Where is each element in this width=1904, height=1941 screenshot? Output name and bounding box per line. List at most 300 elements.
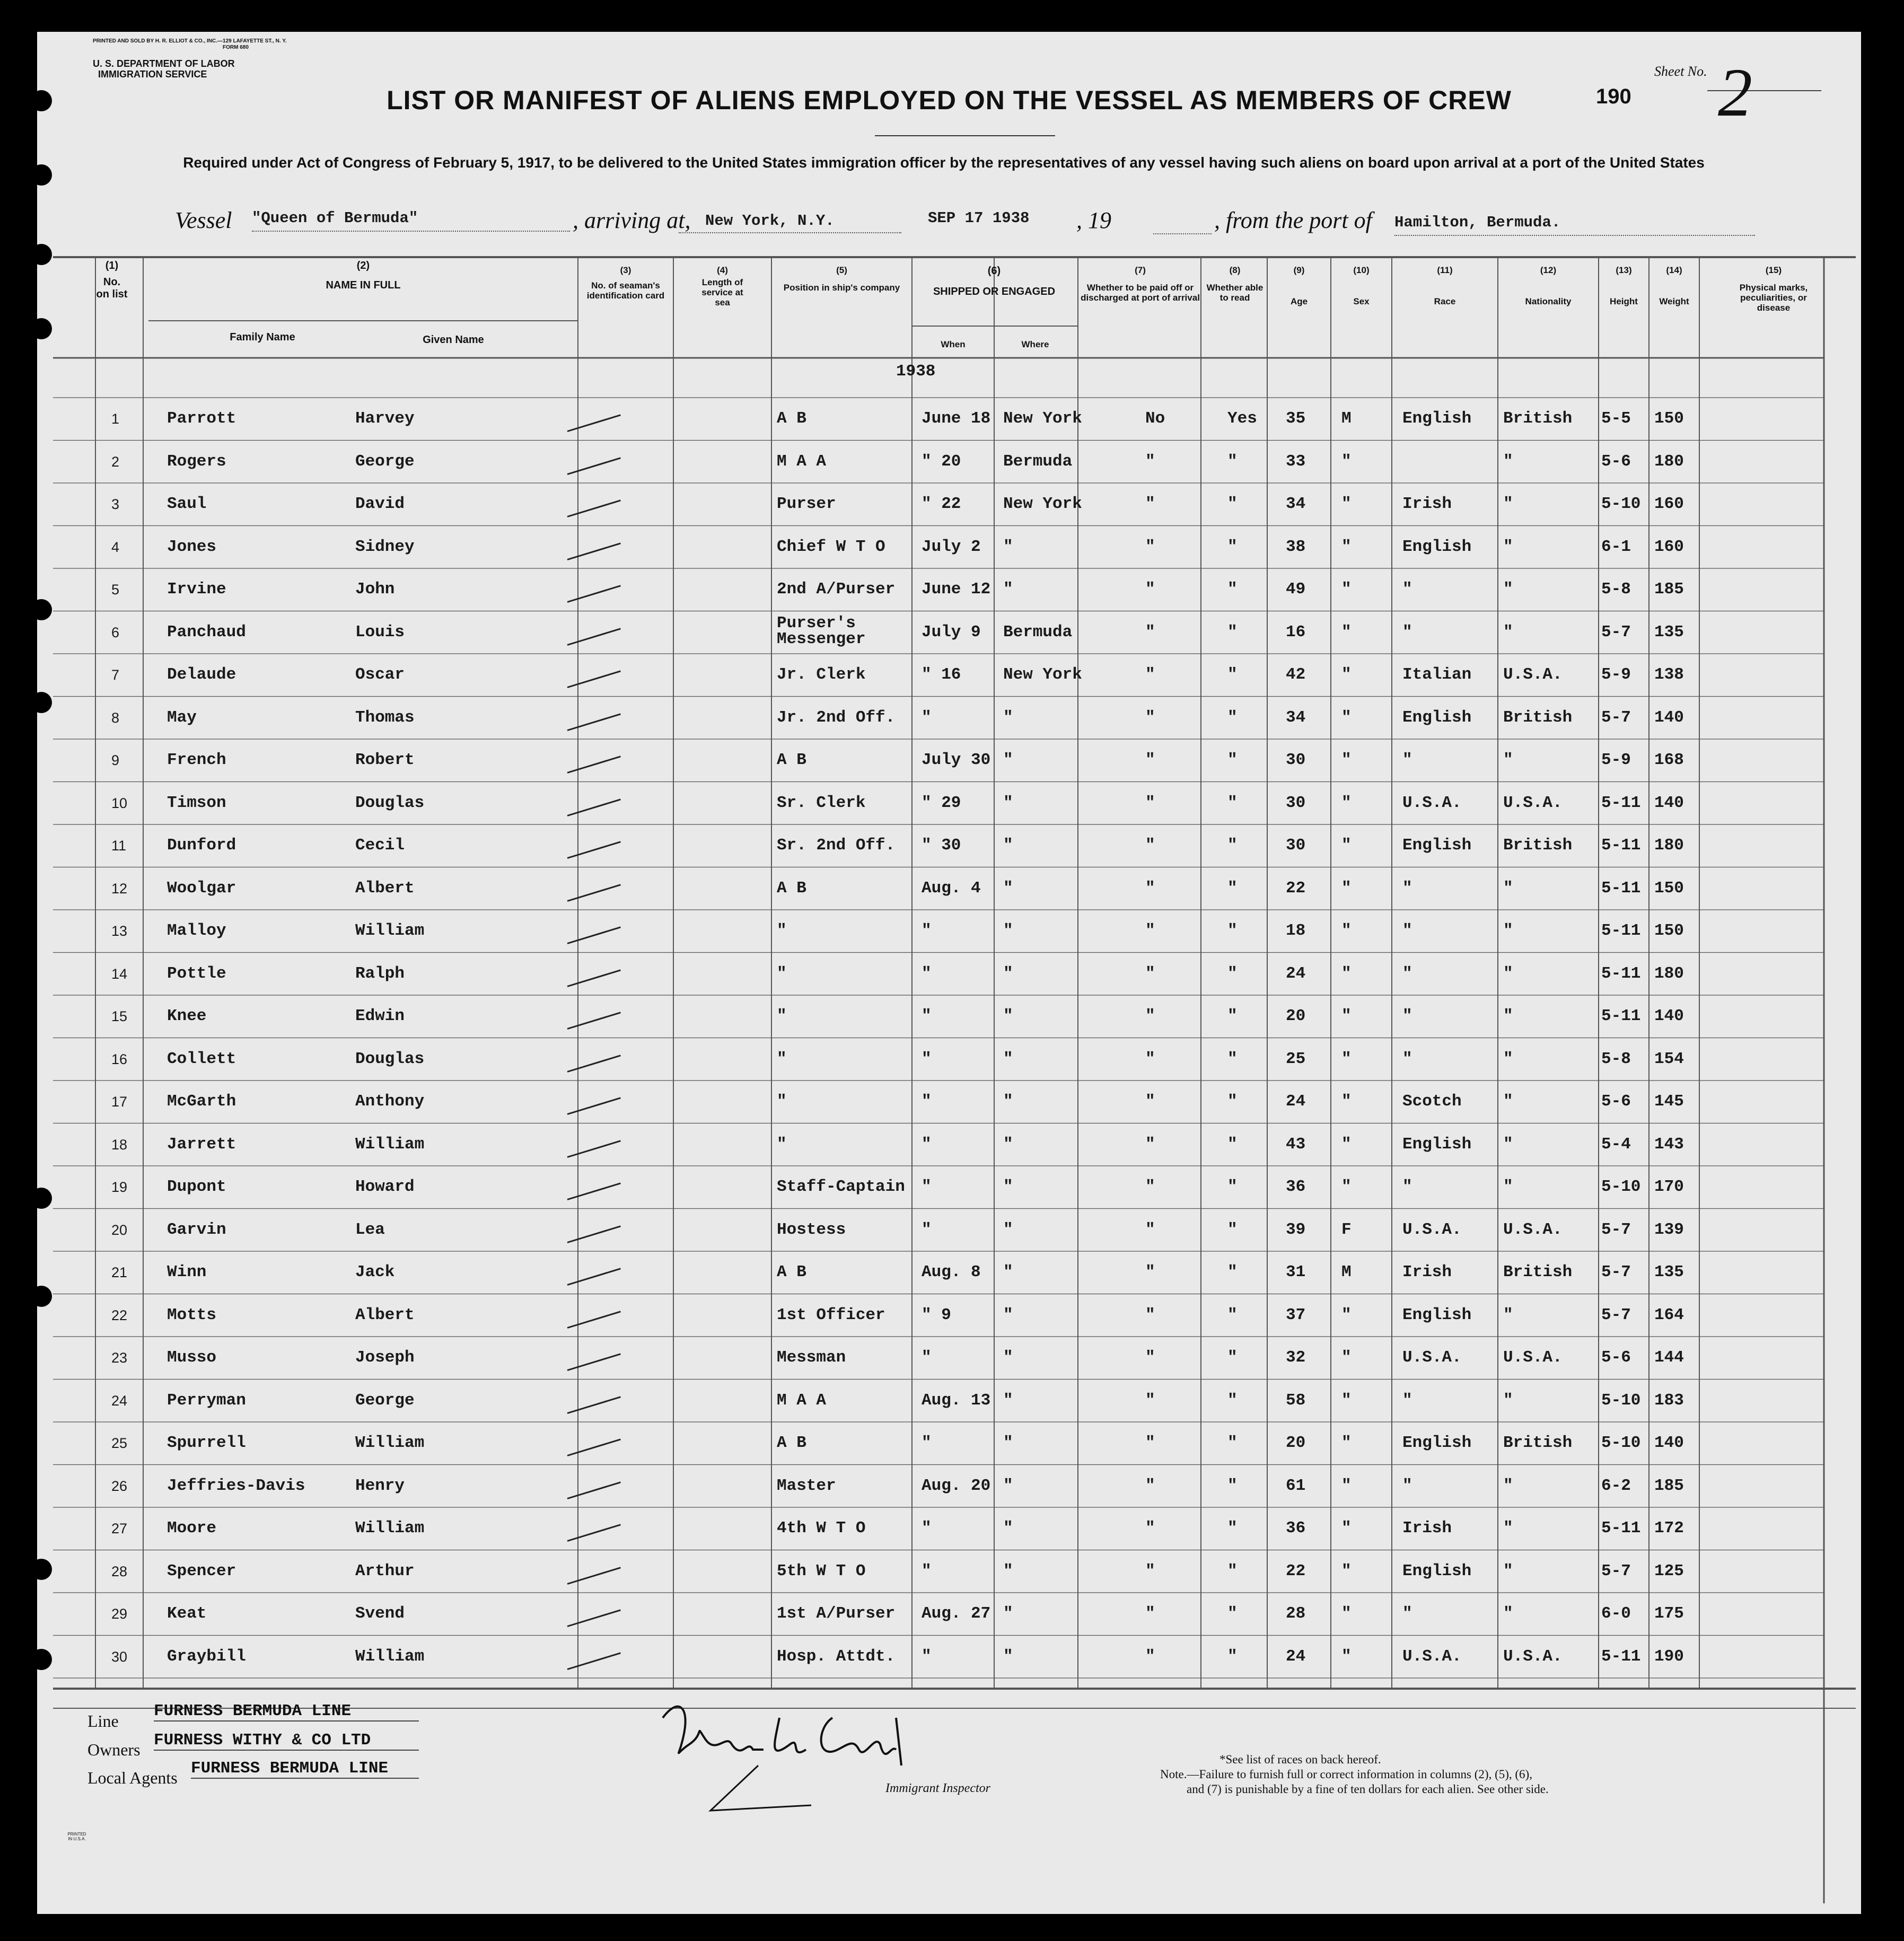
- col-nationality-header: (12) Nationality: [1525, 265, 1572, 306]
- row-number-cell: 6: [111, 624, 120, 640]
- binder-hole: [31, 244, 52, 265]
- paid-off-status-cell: ": [1145, 836, 1155, 855]
- printed-mark: PRINTED IN U.S.A.: [67, 1832, 86, 1841]
- shipped-where-cell: ": [1003, 1348, 1013, 1367]
- shipped-when-cell: ": [922, 1092, 932, 1111]
- races-note: *See list of races on back hereof.: [1219, 1753, 1381, 1766]
- height-cell: 5-10: [1601, 1434, 1641, 1452]
- age-cell: 22: [1286, 879, 1306, 898]
- given-name-cell: William: [355, 921, 425, 940]
- family-name-cell: May: [167, 708, 197, 727]
- age-cell: 33: [1286, 452, 1306, 471]
- family-name-cell: French: [167, 751, 226, 769]
- weight-cell: 135: [1654, 622, 1684, 642]
- height-cell: 5-6: [1601, 1092, 1631, 1111]
- height-cell: 5-10: [1601, 495, 1641, 513]
- sex-cell: ": [1341, 665, 1352, 684]
- paid-off-status-cell: ": [1145, 622, 1155, 642]
- race-cell: English: [1402, 1135, 1472, 1154]
- able-to-read-cell: Yes: [1227, 409, 1257, 428]
- department-label: U. S. DEPARTMENT OF LABOR IMMIGRATION SERVICE: [93, 58, 235, 80]
- able-to-read-cell: ": [1227, 1391, 1238, 1410]
- able-to-read-cell: ": [1227, 708, 1238, 727]
- binder-hole: [31, 1649, 52, 1670]
- row-number-cell: 9: [111, 752, 120, 768]
- age-cell: 25: [1286, 1049, 1306, 1068]
- position-cell: ": [777, 1135, 787, 1154]
- sex-cell: ": [1341, 836, 1352, 855]
- shipped-when-cell: Aug. 13: [922, 1391, 991, 1410]
- height-cell: 5-8: [1601, 1049, 1631, 1068]
- family-name-cell: Keat: [167, 1604, 207, 1623]
- nationality-cell: ": [1503, 1135, 1513, 1154]
- row-number-cell: 19: [111, 1179, 128, 1195]
- col-physical-marks-header: (15) Physical marks, peculiarities, or disease: [1739, 265, 1808, 313]
- id-card-check-mark: [567, 1396, 621, 1414]
- row-number-cell: 5: [111, 582, 120, 598]
- departure-port: Hamilton, Bermuda.: [1394, 214, 1755, 236]
- family-name-cell: Timson: [167, 793, 226, 812]
- position-cell: 1st Officer: [777, 1305, 885, 1324]
- weight-cell: 144: [1654, 1348, 1684, 1367]
- family-name-cell: Jeffries-Davis: [167, 1476, 305, 1495]
- id-card-check-mark: [567, 1140, 621, 1158]
- able-to-read-cell: ": [1227, 836, 1238, 855]
- family-name-cell: Winn: [167, 1263, 207, 1281]
- id-card-check-mark: [567, 499, 621, 517]
- race-cell: ": [1402, 1391, 1412, 1410]
- row-number-cell: 21: [111, 1264, 128, 1280]
- race-cell: ": [1402, 921, 1412, 940]
- shipped-when-cell: ": [922, 1561, 932, 1580]
- family-name-cell: Jones: [167, 537, 217, 556]
- height-cell: 5-7: [1601, 708, 1631, 727]
- race-cell: ": [1402, 964, 1412, 983]
- race-cell: U.S.A.: [1402, 1220, 1462, 1239]
- paid-off-status-cell: ": [1145, 1049, 1155, 1068]
- family-name-cell: Delaude: [167, 665, 236, 684]
- nationality-cell: ": [1503, 580, 1513, 599]
- age-cell: 30: [1286, 751, 1306, 769]
- able-to-read-cell: ": [1227, 1519, 1238, 1538]
- paid-off-status-cell: ": [1145, 1519, 1155, 1538]
- height-cell: 5-11: [1601, 879, 1641, 898]
- family-name-cell: Parrott: [167, 409, 236, 428]
- col-name-header: (2) NAME IN FULL: [326, 260, 401, 291]
- row-number-cell: 30: [111, 1648, 128, 1665]
- weight-cell: 150: [1654, 409, 1684, 428]
- page-title: LIST OR MANIFEST OF ALIENS EMPLOYED ON THE VESSEL AS MEMBERS OF CREW: [387, 85, 1512, 115]
- given-name-cell: William: [355, 1135, 425, 1154]
- row-number-cell: 12: [111, 880, 128, 897]
- able-to-read-cell: ": [1227, 1178, 1238, 1196]
- sex-cell: ": [1341, 1519, 1352, 1538]
- position-cell: A B: [777, 409, 806, 428]
- height-cell: 5-11: [1601, 1519, 1641, 1538]
- given-name-cell: Oscar: [355, 665, 405, 684]
- height-cell: 6-1: [1601, 537, 1631, 556]
- given-name-cell: Albert: [355, 1305, 415, 1324]
- position-cell: Jr. 2nd Off.: [777, 708, 896, 727]
- height-cell: 5-7: [1601, 1305, 1631, 1324]
- nationality-cell: U.S.A.: [1503, 665, 1563, 684]
- nationality-cell: ": [1503, 751, 1513, 769]
- shipped-when-cell: Aug. 8: [922, 1263, 981, 1281]
- row-number-cell: 13: [111, 923, 128, 939]
- row-number-cell: 15: [111, 1008, 128, 1024]
- id-card-check-mark: [567, 1055, 621, 1073]
- able-to-read-cell: ": [1227, 964, 1238, 983]
- age-cell: 34: [1286, 708, 1306, 727]
- family-name-cell: Jarrett: [167, 1135, 236, 1154]
- able-to-read-cell: ": [1227, 537, 1238, 556]
- position-cell: 5th W T O: [777, 1561, 866, 1580]
- id-card-check-mark: [567, 1311, 621, 1329]
- given-name-cell: Ralph: [355, 964, 405, 983]
- row-number-cell: 16: [111, 1051, 128, 1067]
- binder-hole: [31, 692, 52, 713]
- shipped-when-cell: " 30: [922, 836, 961, 855]
- family-name-cell: Spurrell: [167, 1434, 246, 1452]
- able-to-read-cell: ": [1227, 879, 1238, 898]
- given-name-cell: Anthony: [355, 1092, 425, 1111]
- given-name-cell: Thomas: [355, 708, 415, 727]
- race-cell: English: [1402, 708, 1472, 727]
- age-cell: 24: [1286, 964, 1306, 983]
- sex-cell: ": [1341, 879, 1352, 898]
- row-number-cell: 18: [111, 1136, 128, 1153]
- able-to-read-cell: ": [1227, 921, 1238, 940]
- age-cell: 38: [1286, 537, 1306, 556]
- position-cell: Messman: [777, 1348, 846, 1367]
- id-card-check-mark: [567, 670, 621, 688]
- age-cell: 61: [1286, 1476, 1306, 1495]
- race-cell: English: [1402, 836, 1472, 855]
- weight-cell: 180: [1654, 964, 1684, 983]
- title-underline: [875, 135, 1055, 136]
- shipped-where-cell: ": [1003, 1178, 1013, 1196]
- id-card-check-mark: [567, 841, 621, 859]
- col-given-name-header: Given Name: [423, 334, 484, 346]
- paid-off-status-cell: ": [1145, 537, 1155, 556]
- race-cell: English: [1402, 409, 1472, 428]
- paid-off-status-cell: No: [1145, 409, 1165, 428]
- age-cell: 36: [1286, 1519, 1306, 1538]
- row-number-cell: 1: [111, 411, 120, 427]
- row-number-cell: 24: [111, 1392, 128, 1409]
- sex-cell: ": [1341, 708, 1352, 727]
- race-cell: ": [1402, 751, 1412, 769]
- able-to-read-cell: ": [1227, 665, 1238, 684]
- shipped-when-cell: ": [922, 1220, 932, 1239]
- given-name-cell: William: [355, 1519, 425, 1538]
- position-cell: 1st A/Purser: [777, 1604, 896, 1623]
- shipped-when-cell: ": [922, 1049, 932, 1068]
- able-to-read-cell: ": [1227, 1434, 1238, 1452]
- sex-cell: ": [1341, 495, 1352, 513]
- nationality-cell: ": [1503, 622, 1513, 642]
- shipped-when-cell: June 18: [922, 409, 991, 428]
- family-name-cell: Motts: [167, 1305, 217, 1324]
- nationality-cell: U.S.A.: [1503, 1348, 1563, 1367]
- nationality-cell: ": [1503, 452, 1513, 471]
- col-family-name-header: Family Name: [230, 331, 295, 343]
- age-cell: 37: [1286, 1305, 1306, 1324]
- paid-off-status-cell: ": [1145, 1647, 1155, 1666]
- shipped-where-cell: ": [1003, 1476, 1013, 1495]
- shipped-when-cell: July 9: [922, 622, 981, 642]
- nationality-cell: U.S.A.: [1503, 1220, 1563, 1239]
- fine-note: Note.—Failure to furnish full or correct information in columns (2), (5), (6),: [1160, 1768, 1532, 1781]
- arriving-label: , arriving at,: [573, 207, 691, 233]
- given-name-cell: Edwin: [355, 1007, 405, 1025]
- able-to-read-cell: ": [1227, 452, 1238, 471]
- id-card-check-mark: [567, 1353, 621, 1371]
- weight-cell: 164: [1654, 1305, 1684, 1324]
- id-card-check-mark: [567, 1225, 621, 1243]
- age-cell: 24: [1286, 1092, 1306, 1111]
- paid-off-status-cell: ": [1145, 1305, 1155, 1324]
- shipped-when-cell: June 12: [922, 580, 991, 599]
- shipped-where-cell: ": [1003, 1519, 1013, 1538]
- shipped-where-cell: ": [1003, 793, 1013, 812]
- able-to-read-cell: ": [1227, 495, 1238, 513]
- race-cell: Italian: [1402, 665, 1472, 684]
- line-label: Line: [87, 1711, 119, 1731]
- paid-off-status-cell: ": [1145, 1561, 1155, 1580]
- race-cell: Irish: [1402, 495, 1452, 513]
- shipped-where-cell: New York: [1003, 495, 1082, 513]
- sex-cell: ": [1341, 1007, 1352, 1025]
- family-name-cell: Garvin: [167, 1220, 226, 1239]
- paid-off-status-cell: ": [1145, 1476, 1155, 1495]
- nationality-cell: ": [1503, 1049, 1513, 1068]
- race-cell: ": [1402, 580, 1412, 599]
- height-cell: 5-9: [1601, 665, 1631, 684]
- table-grid: [37, 32, 1861, 1914]
- row-number-cell: 23: [111, 1350, 128, 1366]
- col-service-length-header: (4) Length of service at sea: [701, 265, 743, 308]
- col-shipped-header: (6) SHIPPED OR ENGAGED: [933, 265, 1056, 297]
- able-to-read-cell: ": [1227, 793, 1238, 812]
- age-cell: 35: [1286, 409, 1306, 428]
- height-cell: 6-0: [1601, 1604, 1631, 1623]
- id-card-check-mark: [567, 1652, 621, 1670]
- shipped-when-cell: " 20: [922, 452, 961, 471]
- position-cell: Purser's Messenger: [777, 613, 866, 648]
- race-cell: U.S.A.: [1402, 1647, 1462, 1666]
- position-cell: Hostess: [777, 1220, 846, 1239]
- height-cell: 5-6: [1601, 1348, 1631, 1367]
- id-card-check-mark: [567, 628, 621, 646]
- nationality-cell: ": [1503, 1092, 1513, 1111]
- shipped-when-cell: " 9: [922, 1305, 951, 1324]
- col-when-header: When: [941, 339, 966, 349]
- family-name-cell: Moore: [167, 1519, 217, 1538]
- height-cell: 5-7: [1601, 1220, 1631, 1239]
- id-card-check-mark: [567, 1481, 621, 1499]
- age-cell: 18: [1286, 921, 1306, 940]
- paid-off-status-cell: ": [1145, 793, 1155, 812]
- sex-cell: ": [1341, 964, 1352, 983]
- nationality-cell: ": [1503, 495, 1513, 513]
- position-cell: ": [777, 1092, 787, 1111]
- shipped-when-cell: ": [922, 1519, 932, 1538]
- paid-off-status-cell: ": [1145, 1434, 1155, 1452]
- able-to-read-cell: ": [1227, 1007, 1238, 1025]
- shipped-when-cell: Aug. 20: [922, 1476, 991, 1495]
- col-position-header: (5) Position in ship's company: [783, 265, 900, 293]
- given-name-cell: Harvey: [355, 409, 415, 428]
- race-cell: Irish: [1402, 1519, 1452, 1538]
- sex-cell: ": [1341, 1178, 1352, 1196]
- given-name-cell: George: [355, 1391, 415, 1410]
- able-to-read-cell: ": [1227, 622, 1238, 642]
- age-cell: 30: [1286, 836, 1306, 855]
- age-cell: 20: [1286, 1434, 1306, 1452]
- position-cell: Chief W T O: [777, 537, 885, 556]
- shipped-where-cell: ": [1003, 1391, 1013, 1410]
- sheet-number: 2: [1718, 55, 1752, 131]
- col-where-header: Where: [1021, 339, 1049, 349]
- id-card-check-mark: [567, 414, 621, 432]
- able-to-read-cell: ": [1227, 1604, 1238, 1623]
- height-cell: 5-7: [1601, 1561, 1631, 1580]
- agents-value: FURNESS BERMUDA LINE: [191, 1759, 419, 1779]
- shipped-when-cell: Aug. 27: [922, 1604, 991, 1623]
- family-name-cell: Woolgar: [167, 879, 236, 898]
- row-number-cell: 20: [111, 1222, 128, 1238]
- nationality-cell: British: [1503, 409, 1573, 428]
- able-to-read-cell: ": [1227, 1476, 1238, 1495]
- weight-cell: 185: [1654, 580, 1684, 599]
- paid-off-status-cell: ": [1145, 1220, 1155, 1239]
- weight-cell: 139: [1654, 1220, 1684, 1239]
- position-cell: Master: [777, 1476, 836, 1495]
- shipped-when-cell: ": [922, 1007, 932, 1025]
- id-card-check-mark: [567, 585, 621, 603]
- sex-cell: ": [1341, 1561, 1352, 1580]
- weight-cell: 180: [1654, 836, 1684, 855]
- shipped-when-cell: ": [922, 1135, 932, 1154]
- given-name-cell: Henry: [355, 1476, 405, 1495]
- race-cell: English: [1402, 1561, 1472, 1580]
- shipped-when-cell: Aug. 4: [922, 879, 981, 898]
- given-name-cell: Albert: [355, 879, 415, 898]
- family-name-cell: McGarth: [167, 1092, 236, 1111]
- sheet-number-label: Sheet No.: [1654, 64, 1707, 79]
- weight-cell: 140: [1654, 1007, 1684, 1025]
- shipped-where-cell: ": [1003, 1049, 1013, 1068]
- given-name-cell: Jack: [355, 1263, 395, 1281]
- weight-cell: 170: [1654, 1178, 1684, 1196]
- age-cell: 28: [1286, 1604, 1306, 1623]
- weight-cell: 160: [1654, 495, 1684, 513]
- id-card-check-mark: [567, 798, 621, 816]
- able-to-read-cell: ": [1227, 1348, 1238, 1367]
- col-height-header: (13) Height: [1610, 265, 1638, 306]
- age-cell: 31: [1286, 1263, 1306, 1281]
- family-name-cell: Spencer: [167, 1561, 236, 1580]
- age-cell: 43: [1286, 1135, 1306, 1154]
- race-cell: U.S.A.: [1402, 793, 1462, 812]
- nationality-cell: ": [1503, 921, 1513, 940]
- sex-cell: ": [1341, 1049, 1352, 1068]
- sex-cell: ": [1341, 1476, 1352, 1495]
- sex-cell: M: [1341, 1263, 1352, 1281]
- shipped-where-cell: ": [1003, 836, 1013, 855]
- height-cell: 5-7: [1601, 1263, 1631, 1281]
- given-name-cell: Douglas: [355, 793, 425, 812]
- position-cell: Purser: [777, 495, 836, 513]
- shipped-where-cell: ": [1003, 964, 1013, 983]
- weight-cell: 172: [1654, 1519, 1684, 1538]
- shipped-where-cell: ": [1003, 1092, 1013, 1111]
- shipped-year: 1938: [896, 362, 936, 381]
- given-name-cell: John: [355, 580, 395, 599]
- position-cell: ": [777, 1049, 787, 1068]
- given-name-cell: Sidney: [355, 537, 415, 556]
- height-cell: 5-8: [1601, 580, 1631, 599]
- position-cell: Staff-Captain: [777, 1178, 905, 1196]
- height-cell: 5-4: [1601, 1135, 1631, 1154]
- row-number-cell: 29: [111, 1606, 128, 1622]
- year-label: , 19: [1076, 207, 1111, 233]
- id-card-check-mark: [567, 1609, 621, 1627]
- shipped-when-cell: " 22: [922, 495, 961, 513]
- position-cell: Hosp. Attdt.: [777, 1647, 896, 1666]
- weight-cell: 135: [1654, 1263, 1684, 1281]
- paid-off-status-cell: ": [1145, 708, 1155, 727]
- shipped-where-cell: ": [1003, 1135, 1013, 1154]
- given-name-cell: George: [355, 452, 415, 471]
- position-cell: A B: [777, 1263, 806, 1281]
- sex-cell: ": [1341, 921, 1352, 940]
- able-to-read-cell: ": [1227, 1220, 1238, 1239]
- nationality-cell: ": [1503, 879, 1513, 898]
- sex-cell: ": [1341, 1348, 1352, 1367]
- weight-cell: 185: [1654, 1476, 1684, 1495]
- binder-hole: [31, 318, 52, 339]
- nationality-cell: ": [1503, 537, 1513, 556]
- given-name-cell: Arthur: [355, 1561, 415, 1580]
- line-value: FURNESS BERMUDA LINE: [154, 1702, 419, 1722]
- age-cell: 39: [1286, 1220, 1306, 1239]
- nationality-cell: ": [1503, 1391, 1513, 1410]
- shipped-where-cell: ": [1003, 1604, 1013, 1623]
- family-name-cell: Saul: [167, 495, 207, 513]
- nationality-cell: ": [1503, 1007, 1513, 1025]
- paid-off-status-cell: ": [1145, 1263, 1155, 1281]
- paid-off-status-cell: ": [1145, 1135, 1155, 1154]
- weight-cell: 175: [1654, 1604, 1684, 1623]
- shipped-where-cell: New York: [1003, 409, 1082, 428]
- sex-cell: ": [1341, 1391, 1352, 1410]
- shipped-where-cell: ": [1003, 1647, 1013, 1666]
- age-cell: 20: [1286, 1007, 1306, 1025]
- able-to-read-cell: ": [1227, 580, 1238, 599]
- sex-cell: M: [1341, 409, 1352, 428]
- col-read-header: (8) Whether able to read: [1206, 265, 1264, 303]
- weight-cell: 180: [1654, 452, 1684, 471]
- age-cell: 42: [1286, 665, 1306, 684]
- age-cell: 30: [1286, 793, 1306, 812]
- shipped-when-cell: " 29: [922, 793, 961, 812]
- shipped-where-cell: ": [1003, 1305, 1013, 1324]
- owners-value: FURNESS WITHY & CO LTD: [154, 1731, 419, 1751]
- paid-off-status-cell: ": [1145, 1391, 1155, 1410]
- family-name-cell: Collett: [167, 1049, 236, 1068]
